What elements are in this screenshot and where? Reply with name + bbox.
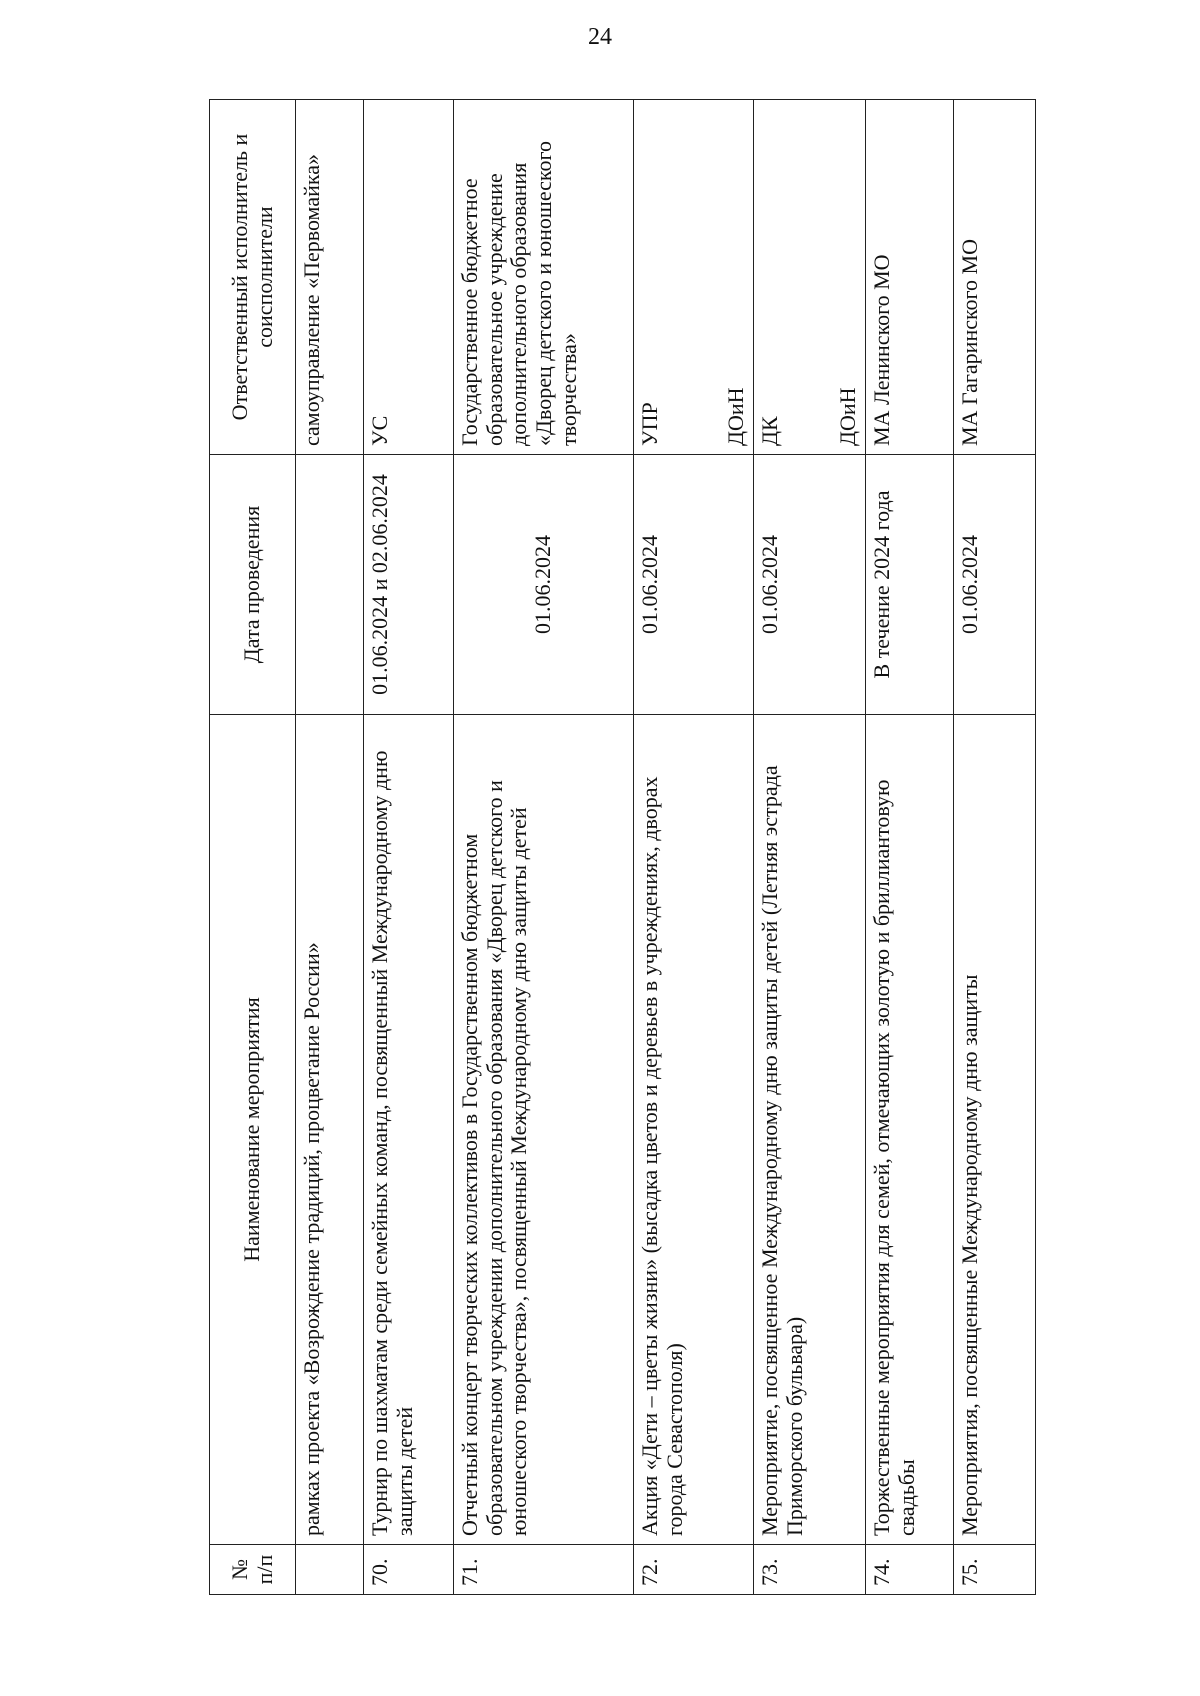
row-num: 70. xyxy=(364,1545,454,1595)
events-table xyxy=(209,99,1036,1595)
table-row xyxy=(866,100,954,1595)
row-name: Мероприятия, посвященные Международному дню защиты xyxy=(954,715,1036,1545)
row-resp xyxy=(296,100,364,455)
resp-line: ДК xyxy=(757,416,782,446)
row-date: 01.06.2024 xyxy=(954,455,1036,715)
header-resp: Ответственный исполнитель и соисполнители xyxy=(210,100,296,455)
row-num: 75. xyxy=(954,1545,1036,1595)
table-row xyxy=(954,100,1036,1595)
row-num: 72. xyxy=(634,1545,754,1595)
row-date xyxy=(296,455,364,715)
resp-line: УС xyxy=(367,415,392,446)
resp-line: УПР xyxy=(637,402,662,446)
row-name: рамках проекта «Возрождение традиций, процветание России» xyxy=(296,715,364,1545)
table-row xyxy=(364,100,454,1595)
table-row xyxy=(454,100,634,1595)
resp-line: самоуправление «Первомайка» xyxy=(299,154,324,446)
rotated-table-container xyxy=(209,100,1035,1595)
row-resp xyxy=(754,100,866,455)
row-resp xyxy=(866,100,954,455)
resp-line: МА Гагаринского МО xyxy=(957,239,982,446)
resp-line: ДОиН xyxy=(835,387,861,446)
row-date: 01.06.2024 xyxy=(754,455,866,715)
resp-lines xyxy=(638,108,749,446)
page-number: 24 xyxy=(588,24,612,50)
header-date: Дата проведения xyxy=(210,455,296,715)
resp-lines xyxy=(758,108,861,446)
row-date: 01.06.2024 xyxy=(454,455,634,715)
row-num: 73. xyxy=(754,1545,866,1595)
table-header-row xyxy=(210,100,296,1595)
row-num xyxy=(296,1545,364,1595)
table-row xyxy=(754,100,866,1595)
row-name: Турнир по шахматам среди семейных команд, посвященный Международному дню защиты детей xyxy=(364,715,454,1545)
header-name: Наименование мероприятия xyxy=(210,715,296,1545)
table-row xyxy=(634,100,754,1595)
row-resp xyxy=(364,100,454,455)
row-name: Отчетный концерт творческих коллективов в Государственном бюджетном образовательном учреждении дополнительного образования «Дворец детского и юношеского творчества», посвященный Международному дню защиты детей xyxy=(454,715,634,1545)
resp-line: МА Ленинского МО xyxy=(869,254,894,446)
row-num: 74. xyxy=(866,1545,954,1595)
resp-line: ДОиН xyxy=(723,387,749,446)
resp-line: Государственное бюджетное образовательное учреждение дополнительного образования «Дворец детского и юношеского творчества» xyxy=(457,141,581,446)
row-resp xyxy=(954,100,1036,455)
row-name: Мероприятие, посвященное Международному дню защиты детей (Летняя эстрада Приморского бульвара) xyxy=(754,715,866,1545)
row-date: В течение 2024 года xyxy=(866,455,954,715)
row-resp xyxy=(634,100,754,455)
row-date: 01.06.2024 и 02.06.2024 xyxy=(364,455,454,715)
row-name: Торжественные мероприятия для семей, отмечающих золотую и бриллиантовую свадьбы xyxy=(866,715,954,1545)
row-num: 71. xyxy=(454,1545,634,1595)
table-row xyxy=(296,100,364,1595)
row-resp xyxy=(454,100,634,455)
header-num: № п/п xyxy=(210,1545,296,1595)
row-name: Акция «Дети – цветы жизни» (высадка цветов и деревьев в учреждениях, дворах города Севастополя) xyxy=(634,715,754,1545)
row-date: 01.06.2024 xyxy=(634,455,754,715)
